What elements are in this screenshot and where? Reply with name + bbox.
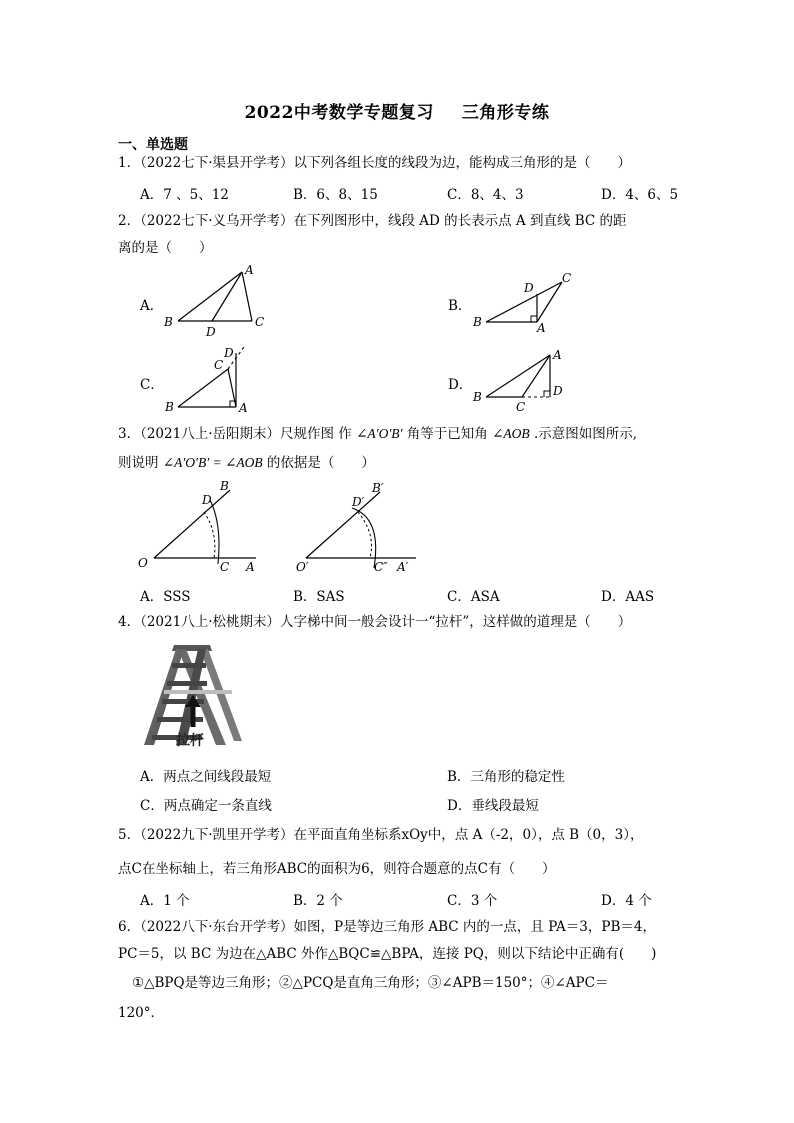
fig3b-label-o: O′ — [296, 560, 309, 574]
q6-line2: PC＝5，以 BC 为边在△ABC 外作△BQC≌△BPA，连接 PQ，则以下结论中正确有( ) — [118, 946, 657, 962]
q5-option-c: C．3 个 — [447, 893, 498, 909]
fig-a-label-b: B — [164, 315, 173, 329]
title-left: 2022中考数学专题复习 — [244, 103, 434, 123]
q3-option-c: C．ASA — [447, 589, 500, 605]
q4-option-a: A．两点之间线段最短 — [140, 769, 272, 785]
q3-line2 — [118, 453, 375, 473]
fig-d-label-c: C — [516, 400, 526, 414]
q3-line1-c: .示意图如图所示, — [529, 426, 638, 442]
q1-option-c: C．8、4、3 — [447, 187, 524, 203]
q3-option-a: A．SSS — [140, 589, 191, 605]
fig-a-label-c: C — [255, 315, 265, 329]
q2-option-b-label: B． — [448, 298, 472, 314]
q6-line1: 6．（2022八下·东台开学考）如图，P是等边三角形 ABC 内的一点，且 PA＝3，PB＝4， — [118, 919, 656, 935]
fig-b-label-a: A — [537, 321, 546, 334]
title-right: 三角形专练 — [461, 103, 550, 123]
fig-b-label-b: B — [473, 315, 482, 329]
fig-d-label-d: D — [553, 384, 563, 398]
q3-line2-a: 则说明 — [118, 455, 163, 471]
fig-c-label-b: B — [165, 400, 174, 414]
q3-figure-1 — [130, 478, 270, 578]
q1-option-d: D．4、6、5 — [601, 187, 679, 203]
q2-line1: 2．（2022七下·义乌开学考）在下列图形中，线段 AD 的长表示点 A 到直线 BC 的距 — [118, 213, 627, 229]
q2-option-d-label: D． — [448, 377, 473, 393]
q1-option-b: B．6、8、15 — [293, 187, 378, 203]
q2-option-a-label: A． — [140, 298, 164, 314]
q1-text: 1．（2022七下·渠县开学考）以下列各组长度的线段为边，能构成三角形的是（ ） — [118, 155, 631, 171]
fig-b-label-d: D — [524, 281, 534, 295]
fig3a-label-c: C — [220, 560, 230, 574]
q5-line1: 5．（2022九下·凯里开学考）在平面直角坐标系xOy中，点 A（-2，0），点 B（0，3）， — [118, 827, 644, 843]
q3-line1-math1: ∠A′O′B′ — [356, 426, 403, 441]
q4-option-d: D．垂线段最短 — [447, 798, 539, 814]
q3-option-d: D．AAS — [601, 589, 655, 605]
q2-figure-d — [470, 345, 580, 415]
page-title — [0, 98, 794, 123]
q3-line2-math: ∠A′O′B′ = ∠AOB — [162, 455, 263, 470]
q5-line2: 点C在坐标轴上，若三角形ABC的面积为6，则符合题意的点C有（ ） — [118, 861, 556, 877]
ladder-label: 拉杆 — [176, 733, 204, 749]
fig-c-label-c: C — [214, 358, 224, 372]
fig3b-label-d: D′ — [352, 495, 365, 509]
fig-a-label-a: A — [245, 263, 254, 277]
q3-line1-a: 3．（2021八上·岳阳期末）尺规作图 作 — [118, 426, 357, 442]
q5-option-d: D．4 个 — [601, 893, 652, 909]
q2-figure-b — [470, 270, 580, 334]
section-heading: 一、单选题 — [118, 137, 188, 153]
q6-line4: 120°． — [118, 1005, 165, 1021]
fig3a-label-d: D — [202, 493, 212, 507]
q5-option-a: A．1 个 — [140, 893, 190, 909]
q3-line1-math2: ∠AOB — [492, 426, 530, 441]
q3-option-b: B．SAS — [293, 589, 345, 605]
q2-option-c-label: C． — [140, 377, 164, 393]
fig3b-label-b: B′ — [372, 481, 384, 495]
q1-option-a: A．7 、5、12 — [140, 187, 229, 203]
fig-a-label-d: D — [206, 325, 216, 339]
q4-text: 4．（2021八上·松桃期末）人字梯中间一般会设计一“拉杆”，这样做的道理是（ ） — [118, 614, 632, 630]
fig-d-label-a: A — [553, 348, 562, 362]
fig3a-label-b: B — [220, 479, 229, 493]
fig-c-label-d: D — [224, 346, 234, 360]
q3-line2-b: 的依据是（ ） — [262, 455, 375, 471]
fig-c-label-a: A — [239, 401, 248, 415]
q3-figure-2 — [290, 478, 430, 578]
fig-b-label-c: C — [562, 271, 572, 285]
q6-line3: ①△BPQ是等边三角形；②△PCQ是直角三角形；③∠APB＝150°；④∠APC＝ — [132, 975, 609, 991]
ladder-image — [138, 641, 246, 749]
q4-option-b: B．三角形的稳定性 — [447, 769, 565, 785]
fig3a-label-o: O — [138, 556, 148, 570]
q3-line1-b: 角等于已知角 — [402, 426, 493, 442]
q3-line1 — [118, 424, 637, 444]
q4-option-c: C．两点确定一条直线 — [140, 798, 272, 814]
q2-figure-c — [160, 343, 260, 419]
q2-figure-a — [160, 262, 280, 342]
q2-line2: 离的是（ ） — [118, 240, 213, 256]
fig3a-label-a: A — [246, 560, 255, 574]
q5-option-b: B．2 个 — [293, 893, 343, 909]
fig3b-label-a: A′ — [397, 560, 409, 574]
fig3b-label-c: C″ — [374, 560, 388, 574]
fig-d-label-b: B — [473, 390, 482, 404]
